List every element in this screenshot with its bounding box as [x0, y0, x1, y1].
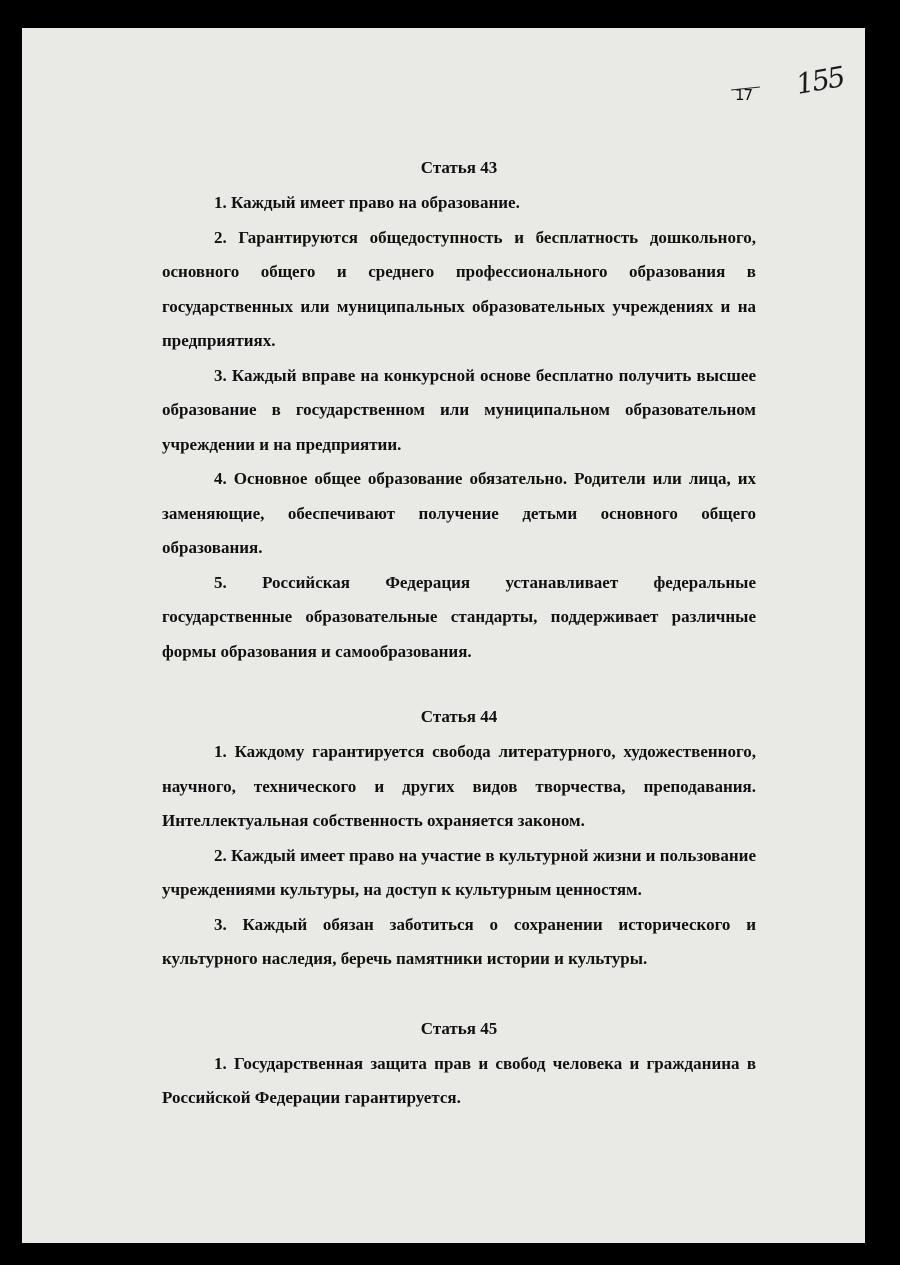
article-clause: 5. Российская Федерация устанавливает федеральные государственные образовательные стандарты, поддерживает различные формы образования и самообразования. — [162, 572, 756, 661]
article-clause: 1. Государственная защита прав и свобод человека и гражданина в Российской Федерации гарантируется. — [162, 1053, 756, 1107]
article-clause: 2. Каждый имеет право на участие в культурной жизни и пользование учреждениями культуры, на доступ к культурным ценностям. — [162, 845, 756, 899]
section-spacer — [162, 669, 756, 699]
article-clause: 3. Каждый обязан заботиться о сохранении исторического и культурного наследия, беречь памятники истории и культуры. — [162, 914, 756, 968]
article-clause: 4. Основное общее образование обязательно. Родители или лица, их заменяющие, обеспечивают получение детьми основного общего образования. — [162, 469, 756, 557]
article-clause: 1. Каждый имеет право на образование. — [214, 193, 520, 212]
article-clause: 2. Гарантируются общедоступность и бесплатность дошкольного, основного общего и среднего профессионального образования в государственных или муниципальных образовательных учреждениях и на предприятиях. — [162, 227, 756, 350]
handwritten-page-number: 155 — [793, 60, 846, 101]
document-page — [22, 28, 865, 1243]
article-title: Статья 43 — [420, 158, 498, 177]
section-spacer — [162, 977, 756, 1011]
page-number: 17 — [735, 86, 753, 104]
article-clause: 1. Каждому гарантируется свобода литературного, художественного, научного, технического и других видов творчества, преподавания. Интеллектуальная собственность охраняется законом. — [162, 742, 756, 830]
document-body — [162, 150, 756, 1116]
scan-border — [865, 28, 900, 1243]
article-clause: 3. Каждый вправе на конкурсной основе бесплатно получить высшее образование в государственном или муниципальном образовательном учреждении и на предприятии. — [162, 365, 756, 454]
article-title: Статья 45 — [420, 1018, 498, 1038]
article-title: Статья 44 — [420, 707, 498, 726]
